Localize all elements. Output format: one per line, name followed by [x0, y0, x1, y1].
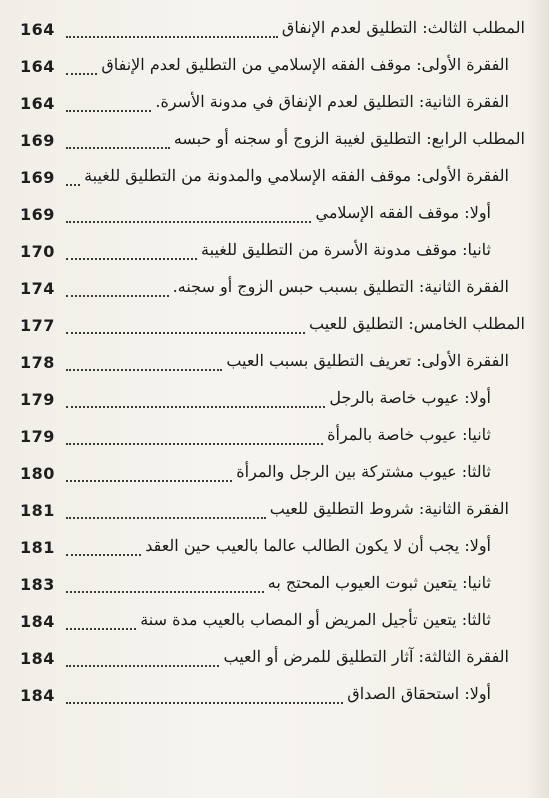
toc-entry-title: ثالثا: يتعين تأجيل المريض أو المصاب بالعيب مدة سنة [140, 610, 491, 629]
toc-entry-title: أولا: موقف الفقه الإسلامي [315, 203, 491, 222]
toc-dot-leader [66, 36, 278, 38]
toc-page-number: 180 [20, 464, 55, 483]
toc-dot-leader [66, 369, 222, 371]
toc-entry-title: الفقرة الثانية: شروط التطليق للعيب [269, 499, 509, 518]
toc-entry-title: المطلب الخامس: التطليق للعيب [308, 314, 525, 333]
toc-page-number: 179 [20, 390, 55, 409]
toc-entry-title: الفقرة الثانية: التطليق لعدم الإنفاق في مدونة الأسرة. [155, 92, 509, 111]
toc-entry-title: ثانيا: عيوب خاصة بالمرأة [327, 425, 491, 444]
toc-dot-leader [66, 517, 266, 519]
toc-entry-title: الفقرة الأولى: موقف الفقه الإسلامي والمدونة من التطليق للغيبة [84, 166, 509, 185]
toc-entry-title: الفقرة الثانية: التطليق بسبب حبس الزوج أو سجنه. [172, 277, 509, 296]
toc-dot-leader [66, 295, 169, 297]
toc-dot-leader [66, 73, 97, 75]
toc-dot-leader [66, 221, 311, 223]
toc-entry [0, 273, 549, 310]
toc-entry [0, 569, 549, 606]
toc-entry [0, 199, 549, 236]
toc-page-number: 183 [20, 575, 55, 594]
table-of-contents [0, 14, 549, 717]
toc-entry [0, 310, 549, 347]
toc-entry [0, 458, 549, 495]
toc-page-number: 178 [20, 353, 55, 372]
toc-page-number: 170 [20, 242, 55, 261]
toc-dot-leader [66, 480, 232, 482]
toc-dot-leader [66, 184, 80, 186]
toc-dot-leader [66, 628, 136, 630]
toc-entry [0, 236, 549, 273]
toc-dot-leader [66, 258, 197, 260]
toc-page-number: 184 [20, 649, 55, 668]
toc-dot-leader [66, 443, 323, 445]
toc-dot-leader [66, 147, 170, 149]
toc-entry [0, 643, 549, 680]
toc-entry-title: المطلب الرابع: التطليق لغيبة الزوج أو سجنه أو حبسه [173, 129, 525, 148]
toc-entry-title: ثانيا: يتعين ثبوت العيوب المحتج به [267, 573, 491, 592]
toc-entry [0, 421, 549, 458]
toc-entry [0, 162, 549, 199]
toc-entry-title: أولا: عيوب خاصة بالرجل [329, 388, 491, 407]
toc-page-number: 184 [20, 686, 55, 705]
toc-dot-leader [66, 554, 141, 556]
toc-entry-title: ثالثا: عيوب مشتركة بين الرجل والمرأة [236, 462, 491, 481]
toc-entry-title: أولا: يجب أن لا يكون الطالب عالما بالعيب حين العقد [145, 536, 491, 555]
toc-page-number: 181 [20, 538, 55, 557]
toc-entry-title: أولا: استحقاق الصداق [347, 684, 491, 703]
toc-entry [0, 347, 549, 384]
toc-dot-leader [66, 110, 151, 112]
toc-entry-title: الفقرة الأولى: تعريف التطليق بسبب العيب [226, 351, 509, 370]
toc-page-number: 164 [20, 20, 55, 39]
toc-page-number: 164 [20, 94, 55, 113]
toc-page-number: 179 [20, 427, 55, 446]
toc-entry [0, 384, 549, 421]
toc-dot-leader [66, 665, 219, 667]
toc-entry [0, 88, 549, 125]
toc-page-number: 177 [20, 316, 55, 335]
toc-dot-leader [66, 591, 264, 593]
toc-entry [0, 495, 549, 532]
toc-entry [0, 14, 549, 51]
toc-entry [0, 606, 549, 643]
toc-dot-leader [66, 406, 325, 408]
toc-page-number: 181 [20, 501, 55, 520]
toc-entry [0, 680, 549, 717]
toc-entry-title: الفقرة الثالثة: آثار التطليق للمرض أو العيب [223, 647, 509, 666]
toc-dot-leader [66, 702, 343, 704]
toc-page-number: 164 [20, 57, 55, 76]
toc-entry-title: الفقرة الأولى: موقف الفقه الإسلامي من التطليق لعدم الإنفاق [101, 55, 509, 74]
toc-dot-leader [66, 332, 305, 334]
toc-page-number: 169 [20, 205, 55, 224]
toc-entry [0, 51, 549, 88]
toc-entry-title: المطلب الثالث: التطليق لعدم الإنفاق [281, 18, 525, 37]
toc-entry [0, 532, 549, 569]
toc-entry-title: ثانيا: موقف مدونة الأسرة من التطليق للغيبة [201, 240, 491, 259]
toc-page-number: 169 [20, 131, 55, 150]
toc-page-number: 169 [20, 168, 55, 187]
toc-page-number: 174 [20, 279, 55, 298]
toc-page-number: 184 [20, 612, 55, 631]
toc-entry [0, 125, 549, 162]
